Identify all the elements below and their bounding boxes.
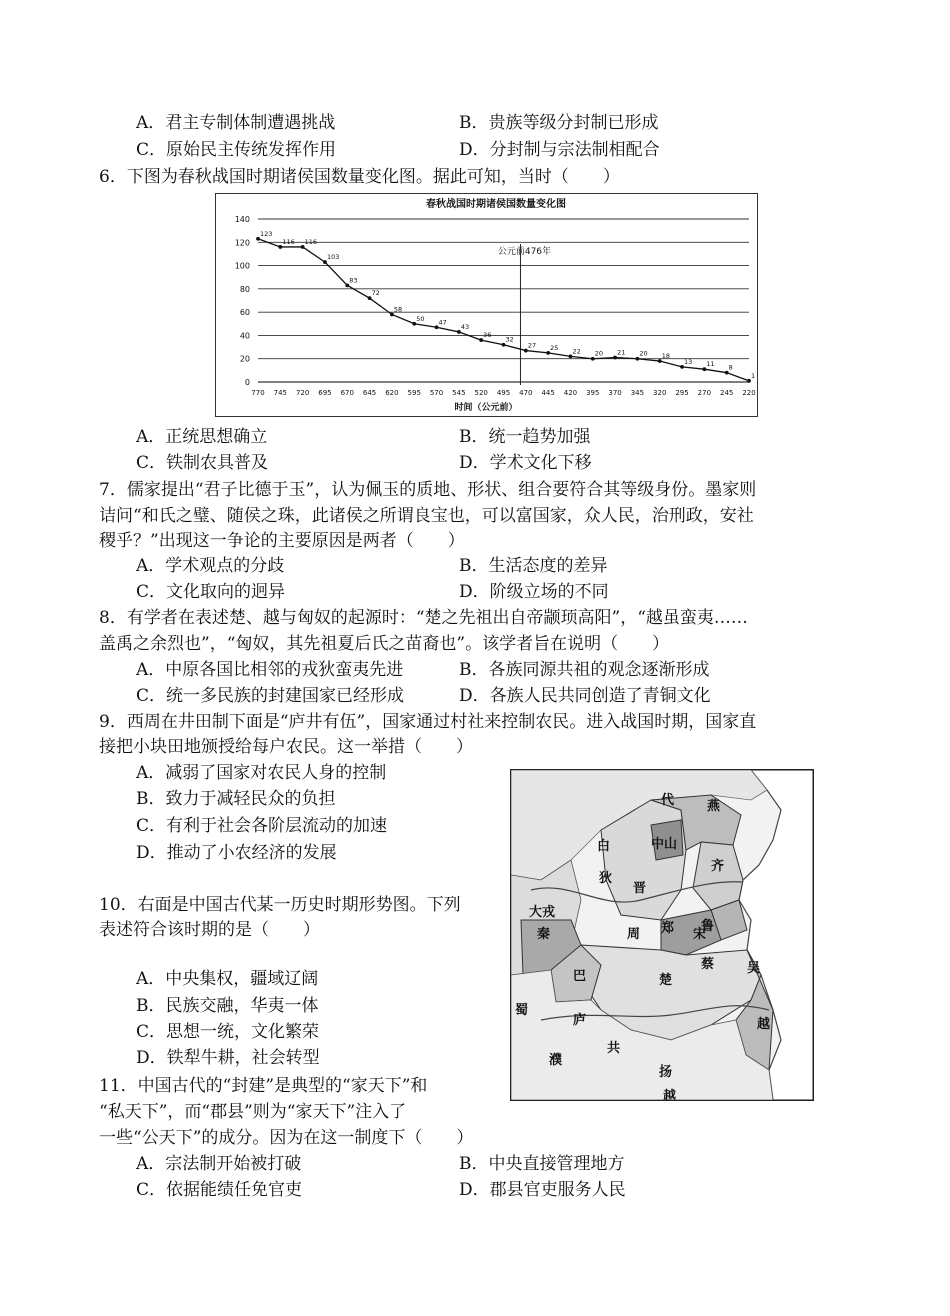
- q9-option-c: C．有利于社会各阶层流动的加速: [136, 816, 388, 836]
- chart-x-tick-label: 395: [586, 389, 600, 397]
- chart-x-tick-label: 770: [251, 389, 265, 397]
- chart-data-label: 116: [304, 237, 318, 246]
- chart-data-label: 123: [260, 229, 273, 238]
- historical-map: [510, 769, 814, 1101]
- chart-x-tick-label: 320: [653, 389, 667, 397]
- map-label: 蔡: [701, 957, 715, 972]
- chart-data-label: 83: [349, 276, 358, 285]
- chart-x-tick-label: 745: [273, 389, 288, 397]
- chart-data-label: 20: [639, 349, 648, 358]
- chart-x-tick-label: 470: [519, 389, 533, 397]
- q7-line1: 7．儒家提出“君子比德于玉”，认为佩玉的质地、形状、组合要符合其等级身份。墨家则: [99, 480, 757, 500]
- q8-option-d: D．各族人民共同创造了青铜文化: [459, 686, 711, 706]
- q9-option-d: D．推动了小农经济的发展: [136, 843, 337, 863]
- q9-line1: 9．西周在井田制下面是“庐井有伍”，国家通过村社来控制农民。进入战国时期，国家直: [99, 712, 757, 732]
- q11-option-b: B．中央直接管理地方: [459, 1154, 625, 1174]
- chart-data-label: 13: [684, 357, 693, 366]
- q9-option-b: B．致力于减轻民众的负担: [136, 789, 336, 809]
- chart-data-label: 36: [483, 331, 492, 340]
- chart-x-tick-label: 545: [452, 389, 466, 397]
- q8-option-b: B．各族同源共祖的观念逐渐形成: [459, 660, 710, 680]
- map-label: 狄: [599, 871, 613, 886]
- chart-x-tick-label: 495: [496, 389, 511, 397]
- chart-x-tick-label: 620: [385, 389, 399, 397]
- q7-line2: 诘问“和氏之璧、随侯之珠，此诸侯之所谓良宝也，可以富国家，众人民，治刑政，安社: [99, 506, 754, 526]
- chart-data-label: 8: [728, 363, 733, 372]
- chart-x-tick-label: 645: [362, 389, 377, 397]
- chart-data-label: 27: [527, 341, 537, 350]
- map-svg: [511, 770, 813, 1100]
- map-label: 楚: [659, 973, 673, 988]
- chart-data-label: 20: [594, 349, 604, 358]
- chart-data-label: 25: [550, 343, 559, 352]
- map-label: 蜀: [515, 1003, 529, 1018]
- q10-option-c: C．思想一统，文化繁荣: [136, 1022, 320, 1042]
- map-label: 白: [597, 839, 611, 854]
- q9-line2: 接把小块田地颁授给每户农民。这一举措（ ）: [99, 737, 473, 757]
- chart-y-ticks: [235, 215, 250, 387]
- q7-option-d: D．阶级立场的不同: [459, 582, 609, 602]
- q8-option-a: A．中原各国比相邻的戎狄蛮夷先进: [136, 660, 404, 680]
- chart-x-tick-label: 220: [742, 389, 756, 397]
- q11-option-c: C．依据能绩任免官吏: [136, 1180, 303, 1200]
- chart-data-label: 47: [438, 318, 447, 327]
- chart-marker-label: 公元前476年: [497, 247, 552, 257]
- q10-line2: 表述符合该时期的是（ ）: [99, 920, 320, 940]
- chart-title: 春秋战国时期诸侯国数量变化图: [426, 199, 566, 210]
- chart-x-tick-label: 570: [429, 389, 444, 397]
- q5-option-a: A．君主专制体制遭遇挑战: [136, 113, 336, 133]
- chart-data-label: 18: [661, 352, 671, 361]
- map-label: 燕: [707, 799, 721, 814]
- chart-y-tick-label: 100: [234, 261, 250, 271]
- q10-line1: 10．右面是中国古代某一历史时期形势图。下列: [99, 895, 461, 915]
- q6-option-a: A．正统思想确立: [136, 427, 268, 447]
- chart-data-label: 11: [706, 360, 715, 369]
- map-label: 扬: [659, 1065, 673, 1080]
- chart-x-tick-label: 295: [675, 389, 689, 397]
- chart-x-tick-label: 695: [318, 389, 332, 397]
- chart-x-tick-label: 445: [541, 389, 555, 397]
- chart-data-label: 50: [416, 314, 425, 323]
- q10-option-d: D．铁犁牛耕，社会转型: [136, 1048, 320, 1068]
- chart-data-label: 21: [617, 348, 626, 357]
- q8-line2: 盖禹之余烈也”，“匈奴，其先祖夏后氏之苗裔也”。该学者旨在说明（ ）: [99, 634, 670, 654]
- q6-option-b: B．统一趋势加强: [459, 427, 591, 447]
- map-label: 大戎: [529, 905, 556, 920]
- chart-x-ticks: [251, 389, 755, 397]
- q6-option-d: D．学术文化下移: [459, 453, 592, 473]
- states-count-chart: [215, 193, 758, 417]
- q8-line1: 8．有学者在表述楚、越与匈奴的起源时：“楚之先祖出自帝颛顼高阳”，“越虽蛮夷……: [99, 608, 748, 628]
- chart-y-tick-label: 0: [244, 378, 250, 387]
- chart-y-tick-label: 20: [239, 354, 250, 364]
- chart-data-label: 72: [371, 289, 380, 298]
- q5-option-b: B．贵族等级分封制已形成: [459, 113, 659, 133]
- q8-option-c: C．统一多民族的封建国家已经形成: [136, 686, 405, 706]
- chart-data-label: 1: [751, 371, 756, 380]
- map-label: 共: [607, 1041, 621, 1056]
- map-label: 庐: [573, 1013, 587, 1028]
- chart-x-tick-label: 595: [407, 389, 421, 397]
- chart-x-tick-label: 270: [697, 389, 712, 397]
- chart-data-label: 43: [460, 322, 470, 331]
- chart-y-tick-label: 140: [234, 215, 250, 224]
- map-label: 中山: [651, 837, 678, 852]
- q5-option-d: D．分封制与宗法制相配合: [459, 140, 660, 160]
- chart-svg: [216, 194, 757, 416]
- chart-data-label: 58: [393, 305, 403, 314]
- chart-y-tick-label: 80: [239, 284, 250, 294]
- chart-x-tick-label: 245: [719, 389, 734, 397]
- chart-x-axis-label: 时间（公元前）: [454, 403, 518, 413]
- chart-y-tick-label: 40: [239, 331, 250, 341]
- q7-option-b: B．生活态度的差异: [459, 556, 608, 576]
- chart-data-label: 22: [572, 347, 581, 356]
- map-label: 巴: [573, 969, 587, 984]
- q6-stem: 6．下图为春秋战国时期诸侯国数量变化图。据此可知，当时（ ）: [99, 167, 620, 187]
- map-label: 越: [663, 1089, 677, 1100]
- chart-x-tick-label: 345: [630, 389, 645, 397]
- q10-option-a: A．中央集权，疆域辽阔: [136, 969, 319, 989]
- map-label: 秦: [537, 927, 551, 942]
- q11-line1: 11．中国古代的“封建”是典型的“家天下”和: [99, 1076, 428, 1096]
- chart-data-label: 103: [326, 253, 340, 262]
- q11-option-a: A．宗法制开始被打破: [136, 1154, 302, 1174]
- q9-option-a: A．减弱了国家对农民人身的控制: [136, 763, 387, 783]
- q11-line3: 一些“公天下”的成分。因为在这一制度下（ ）: [99, 1128, 474, 1148]
- map-label: 鲁: [701, 919, 715, 934]
- map-label: 濮: [549, 1053, 563, 1068]
- q11-line2: “私天下”，而“郡县”则为“家天下”注入了: [99, 1102, 407, 1122]
- chart-data-label: 116: [282, 237, 295, 246]
- q11-option-d: D．郡县官吏服务人民: [459, 1180, 626, 1200]
- map-label: 宋: [693, 927, 707, 942]
- q6-option-c: C．铁制农具普及: [136, 453, 269, 473]
- q7-line3: 稷乎？”出现这一争论的主要原因是两者（ ）: [99, 531, 465, 551]
- map-label: 齐: [711, 859, 725, 874]
- map-label: 代: [661, 793, 675, 808]
- map-label: 晋: [633, 881, 647, 896]
- chart-x-tick-label: 420: [563, 389, 578, 397]
- map-label: 越: [757, 1017, 771, 1032]
- map-label: 周: [627, 927, 641, 942]
- chart-y-tick-label: 60: [239, 308, 250, 318]
- chart-x-tick-label: 670: [340, 389, 354, 397]
- chart-x-tick-label: 370: [608, 389, 622, 397]
- chart-x-tick-label: 520: [474, 389, 488, 397]
- q7-option-a: A．学术观点的分歧: [136, 556, 285, 576]
- q5-option-c: C．原始民主传统发挥作用: [136, 140, 337, 160]
- chart-data-label: 32: [505, 335, 514, 344]
- map-label: 吴: [747, 961, 761, 976]
- chart-x-tick-label: 720: [295, 389, 310, 397]
- map-label: 郑: [661, 921, 675, 936]
- q7-option-c: C．文化取向的迥异: [136, 582, 286, 602]
- q10-option-b: B．民族交融，华夷一体: [136, 996, 319, 1016]
- chart-y-tick-label: 120: [234, 238, 250, 248]
- chart-gridlines: [258, 219, 749, 382]
